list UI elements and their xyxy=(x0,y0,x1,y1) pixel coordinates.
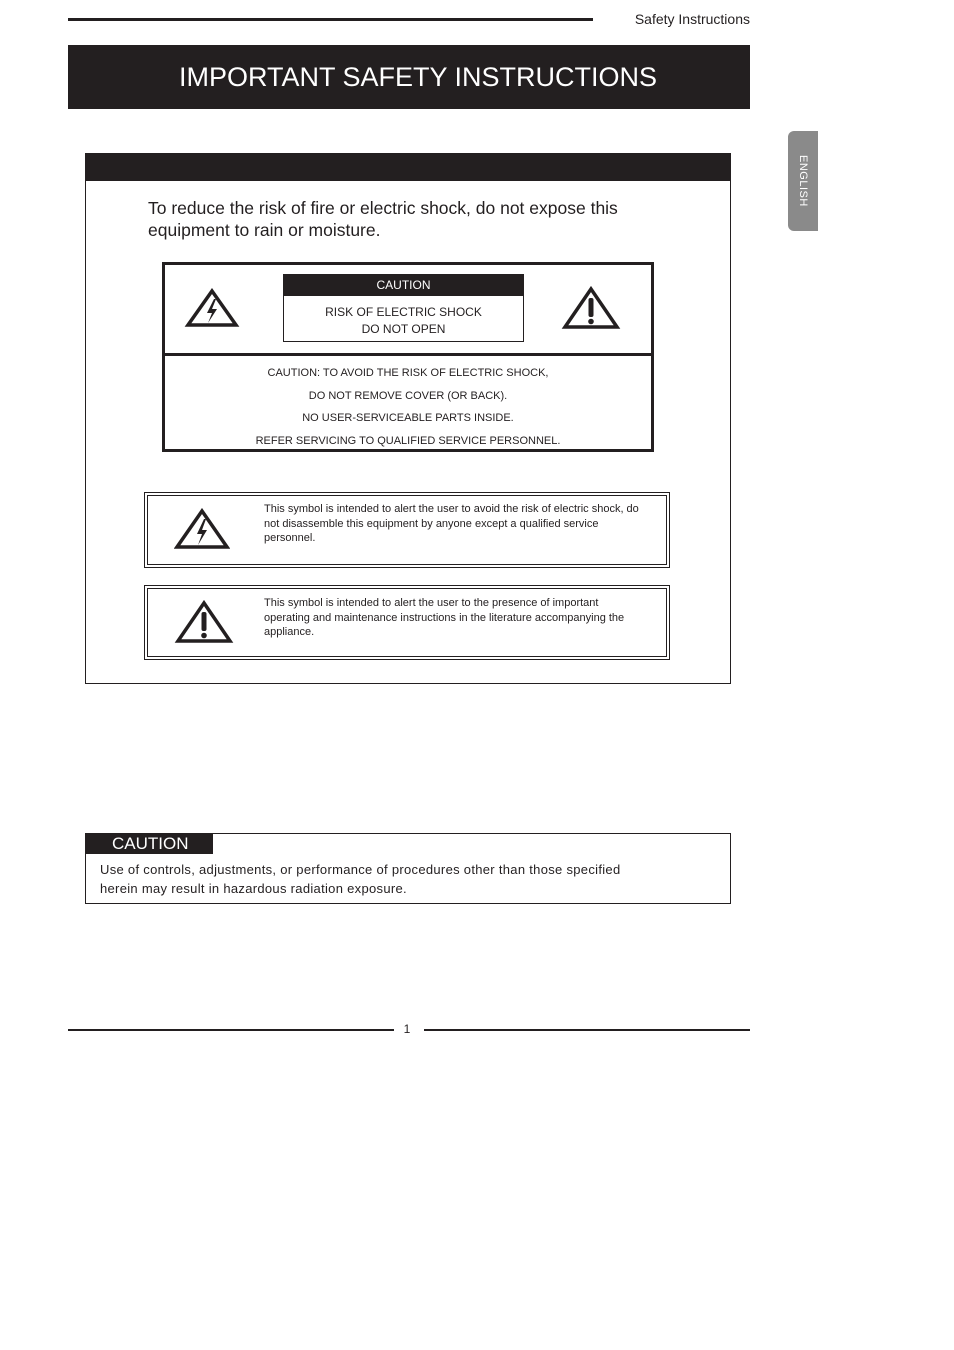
lightning-triangle-icon xyxy=(174,508,230,550)
caution-text: Use of controls, adjustments, or performance of procedures other than those specified herein may result in hazardous radiation exposure. xyxy=(100,862,621,896)
language-tab-label: ENGLISH xyxy=(797,155,809,207)
symbol-description: This symbol is intended to alert the user to the presence of important operating and maintenance instructions in the literature accompanying the appliance. xyxy=(264,597,625,638)
caution-label-lines xyxy=(165,362,651,453)
label-line: DO NOT REMOVE COVER (OR BACK). xyxy=(308,389,508,402)
risk-line-2: DO NOT OPEN xyxy=(361,322,446,336)
page-number: 1 xyxy=(403,1022,411,1036)
label-line: NO USER-SERVICEABLE PARTS INSIDE. xyxy=(302,412,514,425)
caution-title: CAUTION xyxy=(86,834,213,854)
caution-inner-title: CAUTION xyxy=(283,274,524,296)
section-label: Safety Instructions xyxy=(634,11,750,27)
lightning-triangle-icon xyxy=(184,288,240,328)
symbol-description: This symbol is intended to alert the user to avoid the risk of electric shock, do not disassemble this equipment by anyone except a qualified service personnel. xyxy=(264,503,639,544)
risk-line-1: RISK OF ELECTRIC SHOCK xyxy=(325,305,482,319)
footer-rule-right xyxy=(424,1029,750,1031)
label-line: REFER SERVICING TO QUALIFIED SERVICE PERSONNEL. xyxy=(255,435,561,448)
footer-rule-left xyxy=(68,1029,394,1031)
page-title: IMPORTANT SAFETY INSTRUCTIONS xyxy=(178,62,658,92)
exclamation-triangle-icon xyxy=(174,600,234,644)
label-line: CAUTION: TO AVOID THE RISK OF ELECTRIC SHOCK, xyxy=(267,367,549,379)
exclamation-triangle-icon xyxy=(561,286,621,330)
risk-text xyxy=(283,304,524,338)
caution-label-divider xyxy=(165,353,651,356)
warning-header-bar xyxy=(86,154,730,181)
header-rule xyxy=(68,18,593,21)
warning-text: To reduce the risk of fire or electric shock, do not expose this equipment to rain or moisture. xyxy=(148,198,618,240)
